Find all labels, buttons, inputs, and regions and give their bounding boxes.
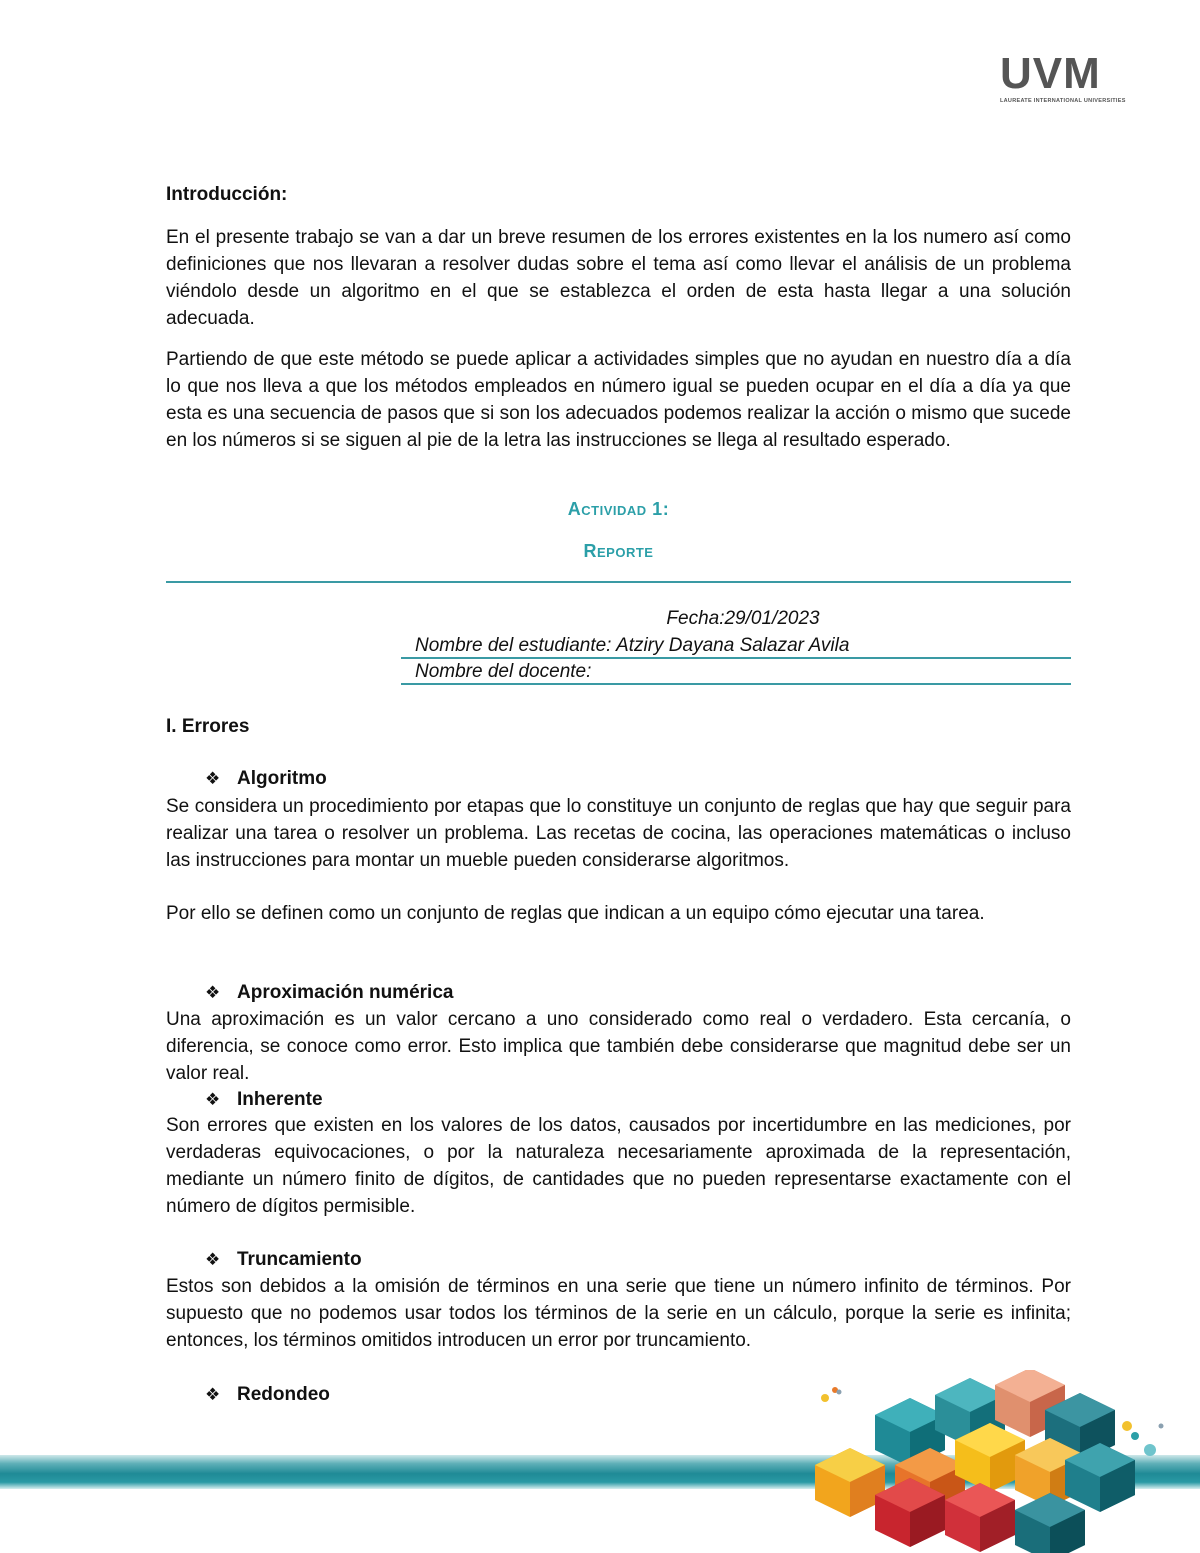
bullet-algoritmo	[205, 765, 327, 792]
intro-paragraph-2: Partiendo de que este método se puede aplicar a actividades simples que no ayudan en nuestro día a día lo que nos lleva a que los métodos empleados en número igual se pueden ocupar en el día a día ya que esta es una secuencia de pasos que si son los adecuados podemos realizar la acción o mismo que sucede en los números si se siguen al pie de la letra las instrucciones se llega al resultado esperado.	[166, 349, 1071, 451]
activity-subheading: Reporte	[583, 541, 654, 561]
intro-paragraph-1: En el presente trabajo se van a dar un breve resumen de los errores existentes en la los numero así como definiciones que nos llevaran a resolver dudas sobre el tema así como llevar el análisis de un problema viéndolo desde un algoritmo en el que se establezca el orden de esta hasta llegar a una solución adecuada.	[166, 227, 1071, 329]
algoritmo-paragraph-1: Se considera un procedimiento por etapas que lo constituye un conjunto de reglas que hay que seguir para realizar una tarea o resolver un problema. Las recetas de cocina, las operaciones matemáticas o incluso las instrucciones para montar un mueble pueden considerarse algoritmos.	[166, 796, 1071, 871]
bullet-title: Truncamiento	[237, 1249, 362, 1270]
teacher-name-field: Nombre del docente:	[401, 659, 1071, 685]
info-teacher-row	[401, 659, 1071, 685]
diamond-bullet-icon: ❖	[205, 1090, 221, 1109]
bullet-title: Algoritmo	[237, 768, 327, 789]
decorative-cubes-graphic	[805, 1370, 1200, 1553]
section-divider	[166, 581, 1071, 583]
bullet-inherente	[205, 1086, 323, 1113]
bullet-title: Inherente	[237, 1089, 323, 1110]
info-student-row	[401, 633, 1071, 659]
student-name-field: Nombre del estudiante: Atziry Dayana Salazar Avila	[401, 633, 1071, 659]
bullet-redondeo	[205, 1381, 330, 1408]
logo-wordmark: UVM	[1000, 49, 1101, 98]
truncamiento-paragraph: Estos son debidos a la omisión de términos en una serie que tiene un número infinito de términos. Por supuesto que no podemos usar todos los términos de la serie en un cálculo, porque la serie es infinita; entonces, los términos omitidos introducen un error por truncamiento.	[166, 1276, 1071, 1351]
algoritmo-paragraph-2: Por ello se definen como un conjunto de reglas que indican a un equipo cómo ejecutar una tarea.	[166, 903, 985, 924]
bullet-title: Aproximación numérica	[237, 982, 454, 1003]
bullet-title: Redondeo	[237, 1384, 330, 1405]
bullet-truncamiento	[205, 1246, 362, 1273]
uvm-logo	[1000, 49, 1126, 104]
diamond-bullet-icon: ❖	[205, 1250, 221, 1269]
section-title: I. Errores	[166, 716, 250, 737]
diamond-bullet-icon: ❖	[205, 769, 221, 788]
logo-tagline: LAUREATE INTERNATIONAL UNIVERSITIES	[1000, 98, 1126, 104]
info-date-row	[401, 606, 1071, 632]
aproximacion-paragraph: Una aproximación es un valor cercano a uno considerado como real o verdadero. Esta cercanía, o diferencia, se conoce como error. Esto implica que también debe considerarse que magnitud debe ser un valor real.	[166, 1009, 1071, 1084]
date-field: Fecha:29/01/2023	[666, 608, 820, 629]
inherente-paragraph: Son errores que existen en los valores de los datos, causados por incertidumbre en las mediciones, por verdaderas equivocaciones, o por la naturaleza necesariamente aproximada de la representación, mediante un número finito de dígitos, de cantidades que no pueden representarse exactamente con el número de dígitos permisible.	[166, 1115, 1071, 1217]
diamond-bullet-icon: ❖	[205, 983, 221, 1002]
bullet-aproximacion	[205, 979, 453, 1006]
intro-title: Introducción:	[166, 184, 288, 205]
activity-heading: Actividad 1:	[567, 499, 670, 519]
diamond-bullet-icon: ❖	[205, 1385, 221, 1404]
